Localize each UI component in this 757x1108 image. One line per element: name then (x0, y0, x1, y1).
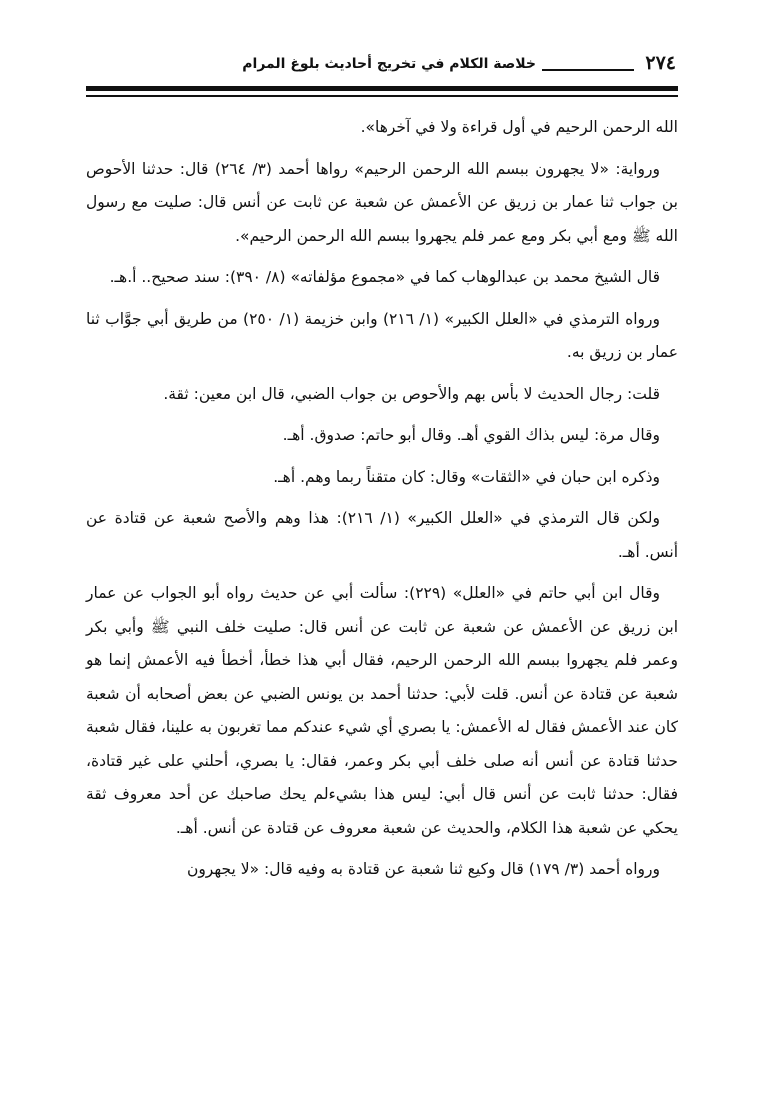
paragraph: وقال ابن أبي حاتم في «العلل» (٢٢٩): سألت أبي عن حديث رواه أبو الجواب عن عمار ابن زريق عن الأعمش عن شعبة عن ثابت عن أنس قال: صليت خلف النبي ﷺ وأبي بكر وعمر فلم يجهروا ببسم الله الرحمن الرحيم، فقال أبي هذا خطأ، أخطأ فيه الأعمش إنما هو شعبة عن قتادة عن أنس. قلت لأبي: حدثنا أحمد بن يونس الضبي عن بعض أصحابه أن شعبة كان عند الأعمش فقال له الأعمش: يا بصري أي شيء عندكم مما تغربون به علينا، فقال شعبة حدثنا قتادة عن أنس أنه صلى خلف أبي بكر وعمر، فقال: يا بصري، أحلني على غير قتادة، فقال: حدثنا ثابت عن أنس قال أبي: ليس هذا بشيءلم يحك صاحبك عن أحد معروف ثقة يحكي عن شعبة هذا الكلام، والحديث عن شعبة معروف عن قتادة عن أنس. أهـ. (86, 584, 678, 837)
page-number: ٢٧٤ (645, 52, 676, 74)
paragraph: ورواه الترمذي في «العلل الكبير» (١/ ٢١٦) وابن خزيمة (١/ ٢٥٠) من طريق أبي جوَّاب ثنا عمار بن زريق به. (86, 309, 678, 361)
header-rule-thin (86, 95, 678, 97)
paragraph: ورواه أحمد (٣/ ١٧٩) قال وكيع ثنا شعبة عن قتادة به وفيه قال: «لا يجهرون (186, 860, 660, 878)
paragraph: ورواية: «لا يجهرون ببسم الله الرحمن الرحيم» رواها أحمد (٣/ ٢٦٤) قال: حدثنا الأحوص بن جواب ثنا عمار بن زريق عن الأعمش عن شعبة عن ثابت عن أنس قال: صليت مع رسول الله ﷺ ومع أبي بكر ومع عمر فلم يجهروا ببسم الله الرحمن الرحيم». (86, 159, 678, 245)
paragraph: قال الشيخ محمد بن عبدالوهاب كما في «مجموع مؤلفاته» (٨/ ٣٩٠): سند صحيح.. أ.هـ. (109, 268, 660, 286)
header-dash (542, 69, 634, 71)
paragraph: وذكره ابن حبان في «الثقات» وقال: كان متقناً ربما وهم. أهـ. (273, 467, 660, 486)
paragraph: قلت: رجال الحديث لا بأس بهم والأحوص بن جواب الضبي، قال ابن معين: ثقة. (163, 384, 660, 403)
paragraph: الله الرحمن الرحيم في أول قراءة ولا في آخرها». (360, 118, 678, 136)
body-text (86, 111, 678, 895)
page-header (86, 52, 676, 80)
paragraph: وقال مرة: ليس بذاك القوي أهـ. وقال أبو حاتم: صدوق. أهـ. (282, 426, 660, 444)
paragraph: ولكن قال الترمذي في «العلل الكبير» (١/ ٢١٦): هذا وهم والأصح شعبة عن قتادة عن أنس. أهـ. (86, 509, 678, 561)
running-title: خلاصة الكلام في تخريج أحاديث بلوغ المرام (242, 56, 536, 72)
header-rule-thick (86, 86, 678, 91)
